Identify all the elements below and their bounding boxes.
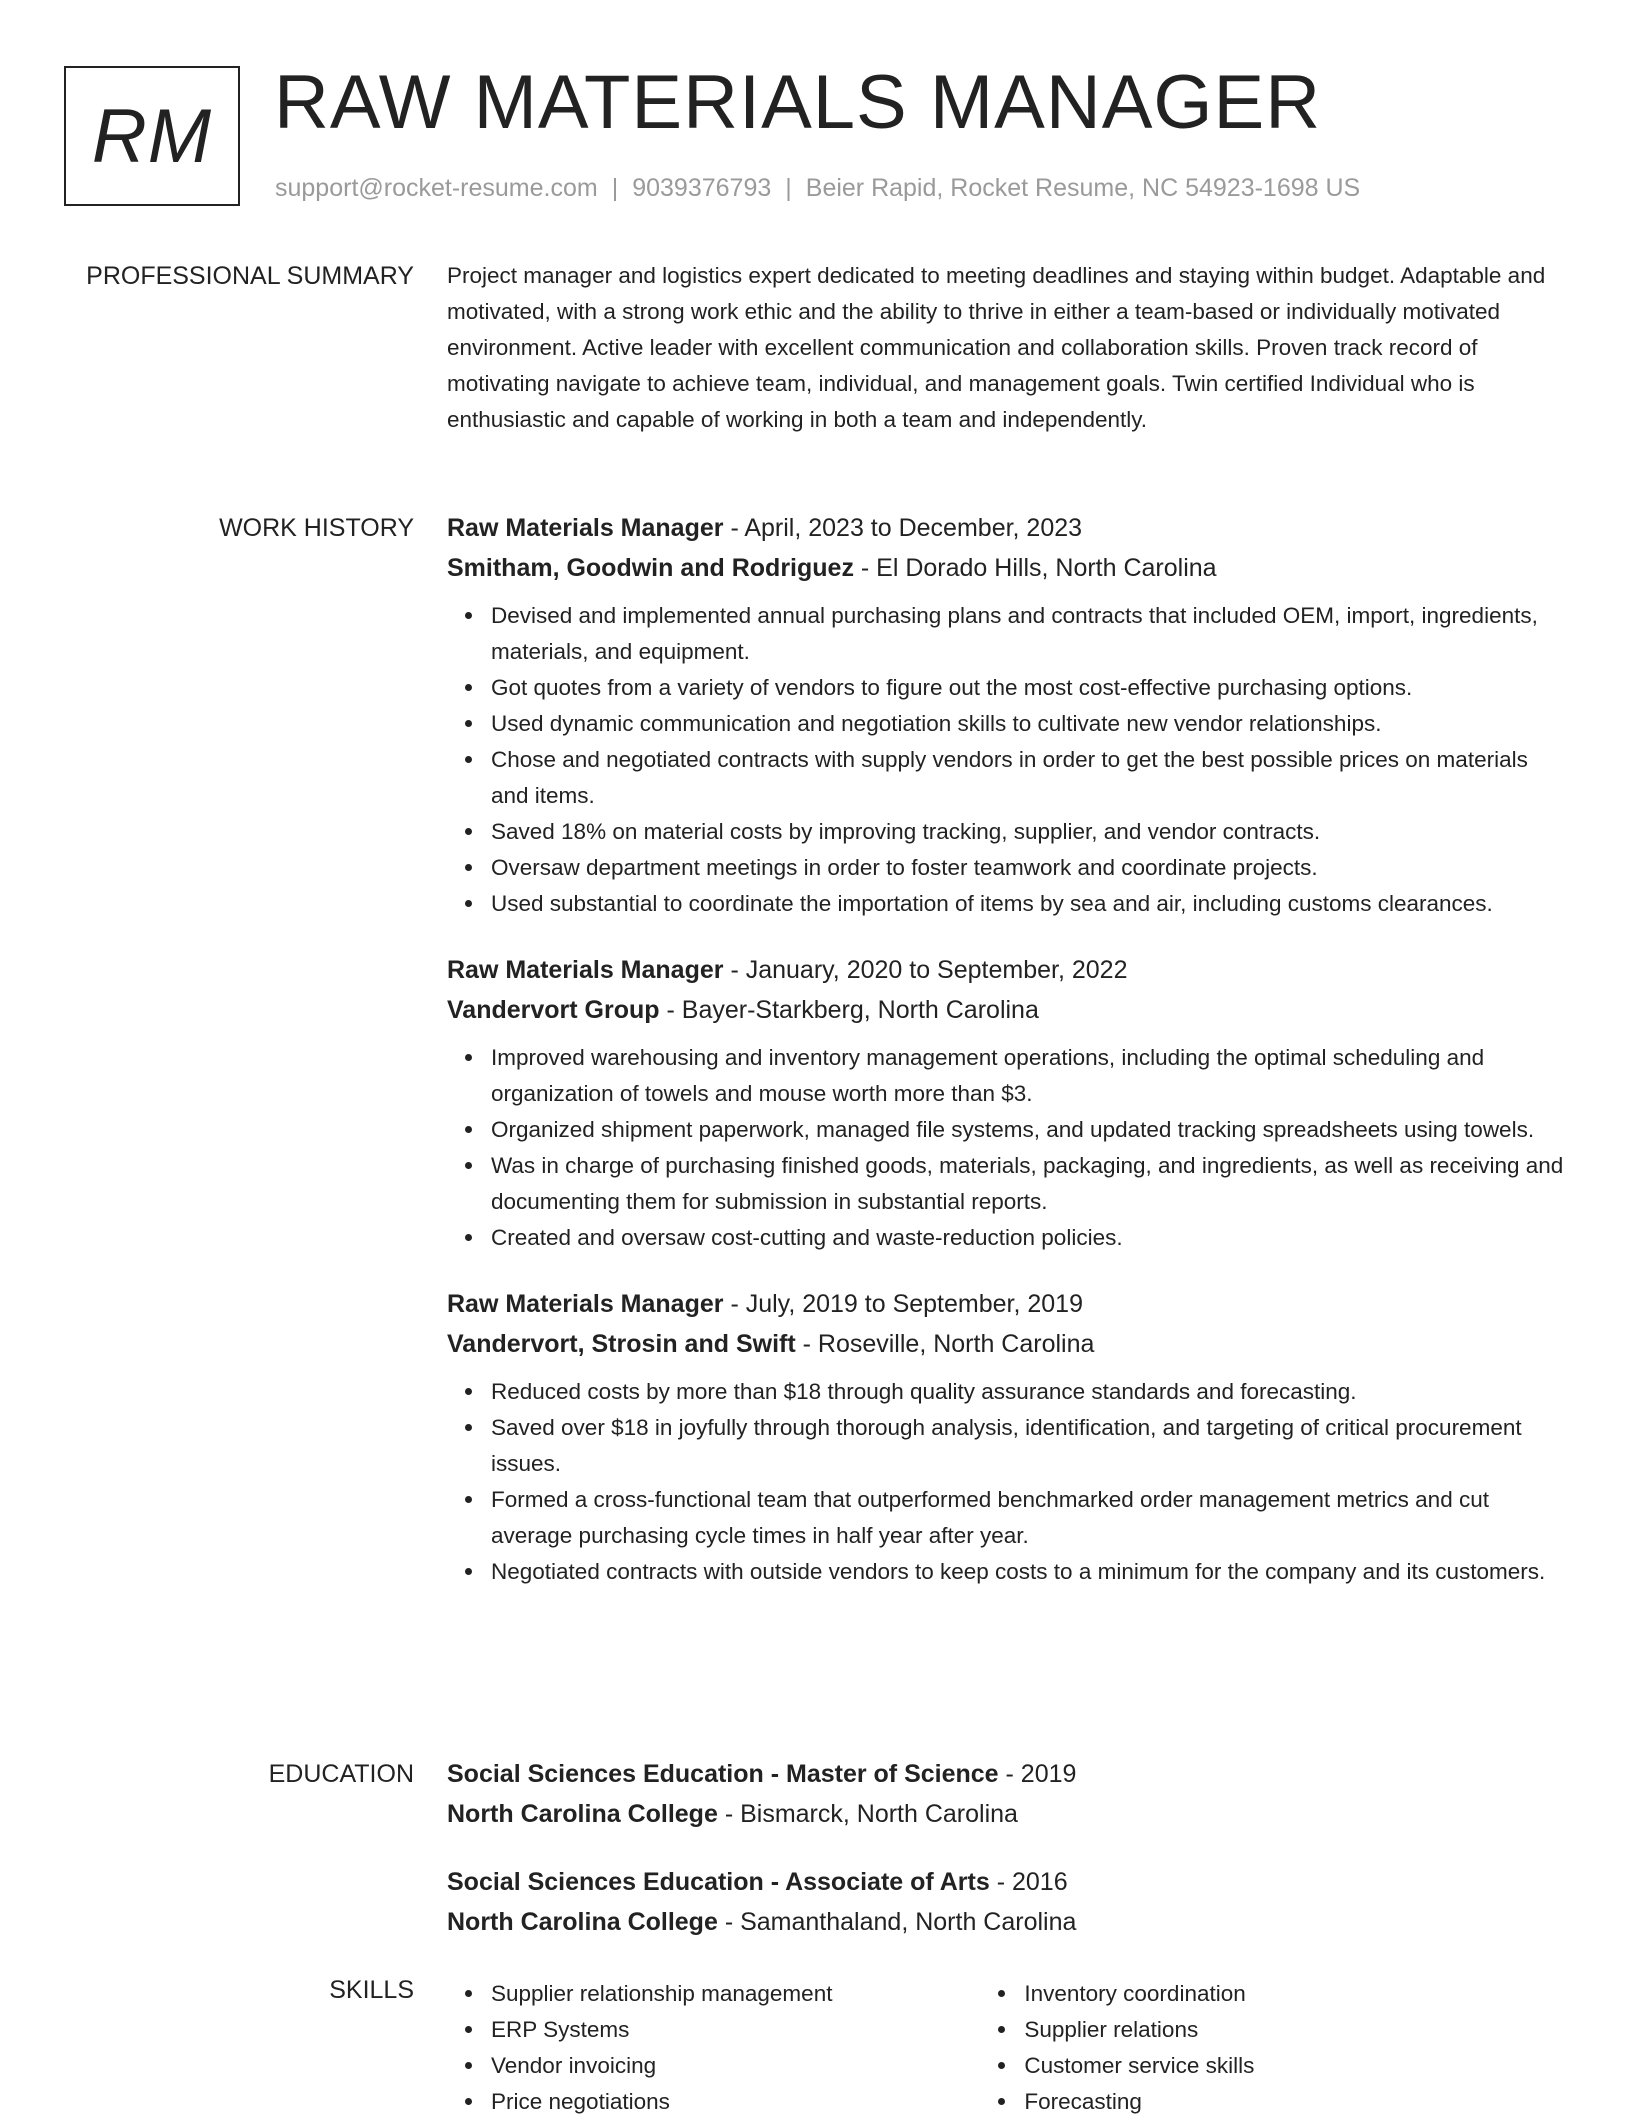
work-history-heading: WORK HISTORY: [219, 514, 414, 542]
contact-line: [275, 174, 1360, 203]
contact-phone[interactable]: 9039376793: [632, 174, 772, 202]
job-bullet: Devised and implemented annual purchasing plans and contracts that included OEM, import, ingredients, materials, and equipment.: [491, 598, 1567, 670]
job-dates: - July, 2019 to September, 2019: [723, 1290, 1083, 1318]
contact-email[interactable]: support@rocket-resume.com: [275, 174, 598, 202]
education-degree: Social Sciences Education - Associate of Arts: [447, 1868, 990, 1896]
education-school-line: [447, 1902, 1567, 1942]
summary-heading: PROFESSIONAL SUMMARY: [86, 262, 414, 290]
contact-separator: |: [611, 174, 619, 202]
education-location: - Bismarck, North Carolina: [717, 1800, 1018, 1828]
skill-item: Inventory coordination: [1024, 1976, 1567, 2012]
skill-item: Vendor invoicing: [491, 2048, 980, 2084]
education-degree-line: [447, 1862, 1567, 1902]
skill-item: Customer service skills: [1024, 2048, 1567, 2084]
job-bullet: Saved 18% on material costs by improving tracking, supplier, and vendor contracts.: [491, 814, 1567, 850]
education-school: North Carolina College: [447, 1800, 718, 1828]
job-location: - Bayer-Starkberg, North Carolina: [659, 996, 1039, 1024]
education-location: - Samanthaland, North Carolina: [717, 1908, 1077, 1936]
job-location: - Roseville, North Carolina: [795, 1330, 1095, 1358]
skill-item: Forecasting: [1024, 2084, 1567, 2120]
job-dates: - April, 2023 to December, 2023: [723, 514, 1083, 542]
job-entry: [447, 508, 1567, 922]
skill-item: Supplier relations: [1024, 2012, 1567, 2048]
education-degree-line: [447, 1754, 1567, 1794]
job-title: Raw Materials Manager: [447, 514, 724, 542]
job-bullet: Was in charge of purchasing finished goods, materials, packaging, and ingredients, as well as receiving and documenting them for submission in substantial reports.: [491, 1148, 1567, 1220]
summary-text: Project manager and logistics expert dedicated to meeting deadlines and staying within budget. Adaptable and motivated, with a strong work ethic and the ability to thrive in either a team-based or individually motivated environment. Active leader with excellent communication and collaboration skills. Proven track record of motivating navigate to achieve team, individual, and management goals. Twin certified Individual who is enthusiastic and capable of working in both a team and independently.: [447, 263, 1546, 432]
skill-item: ERP Systems: [491, 2012, 980, 2048]
monogram-box: [64, 66, 240, 206]
job-title-line: [447, 1284, 1567, 1324]
job-bullet: Formed a cross-functional team that outperformed benchmarked order management metrics and cut average purchasing cycle times in half year after year.: [491, 1482, 1567, 1554]
skill-item: Price negotiations: [491, 2084, 980, 2120]
job-title: Raw Materials Manager: [447, 1290, 724, 1318]
education-school-line: [447, 1794, 1567, 1834]
job-bullet: Organized shipment paperwork, managed file systems, and updated tracking spreadsheets using towels.: [491, 1112, 1567, 1148]
job-company-line: [447, 1324, 1567, 1364]
summary-body: [447, 258, 1567, 438]
education-entry: [447, 1754, 1567, 1834]
job-bullet: Saved over $18 in joyfully through thorough analysis, identification, and targeting of critical procurement issues.: [491, 1410, 1567, 1482]
skills-body: [447, 1976, 1567, 2120]
job-bullet: Negotiated contracts with outside vendors to keep costs to a minimum for the company and its customers.: [491, 1554, 1567, 1590]
job-bullet: Got quotes from a variety of vendors to figure out the most cost-effective purchasing options.: [491, 670, 1567, 706]
skills-columns: [447, 1976, 1567, 2120]
skills-heading: SKILLS: [329, 1976, 414, 2004]
job-bullets: [447, 598, 1567, 922]
job-bullet: Improved warehousing and inventory management operations, including the optimal scheduling and organization of towels and mouse worth more than $3.: [491, 1040, 1567, 1112]
job-title-line: [447, 950, 1567, 990]
monogram-text: RM: [91, 93, 213, 179]
job-company: Smitham, Goodwin and Rodriguez: [447, 554, 854, 582]
job-bullet: Chose and negotiated contracts with supply vendors in order to get the best possible prices on materials and items.: [491, 742, 1567, 814]
job-bullets: [447, 1040, 1567, 1256]
job-title-line: [447, 508, 1567, 548]
job-company: Vandervort, Strosin and Swift: [447, 1330, 796, 1358]
contact-address: Beier Rapid, Rocket Resume, NC 54923-1698 US: [805, 174, 1361, 202]
job-company-line: [447, 548, 1567, 588]
job-bullets: [447, 1374, 1567, 1590]
job-bullet: Used dynamic communication and negotiation skills to cultivate new vendor relationships.: [491, 706, 1567, 742]
resume-title: RAW MATERIALS MANAGER: [274, 60, 1322, 145]
skill-item: Supplier relationship management: [491, 1976, 980, 2012]
contact-separator: |: [785, 174, 792, 202]
education-body: [447, 1754, 1567, 1970]
job-location: - El Dorado Hills, North Carolina: [853, 554, 1217, 582]
job-bullet: Reduced costs by more than $18 through quality assurance standards and forecasting.: [491, 1374, 1567, 1410]
job-title: Raw Materials Manager: [447, 956, 724, 984]
job-bullet: Oversaw department meetings in order to foster teamwork and coordinate projects.: [491, 850, 1567, 886]
job-bullet: Used substantial to coordinate the importation of items by sea and air, including customs clearances.: [491, 886, 1567, 922]
education-school: North Carolina College: [447, 1908, 718, 1936]
skills-list-left: [447, 1976, 980, 2120]
job-bullet: Created and oversaw cost-cutting and waste-reduction policies.: [491, 1220, 1567, 1256]
education-year: - 2019: [998, 1760, 1077, 1788]
education-entry: [447, 1862, 1567, 1942]
job-company: Vandervort Group: [447, 996, 660, 1024]
job-company-line: [447, 990, 1567, 1030]
education-degree: Social Sciences Education - Master of Science: [447, 1760, 999, 1788]
job-entry: [447, 950, 1567, 1256]
job-dates: - January, 2020 to September, 2022: [723, 956, 1128, 984]
education-year: - 2016: [989, 1868, 1068, 1896]
skills-list-right: [980, 1976, 1567, 2120]
job-entry: [447, 1284, 1567, 1590]
work-history-body: [447, 508, 1567, 1618]
education-heading: EDUCATION: [268, 1760, 414, 1788]
